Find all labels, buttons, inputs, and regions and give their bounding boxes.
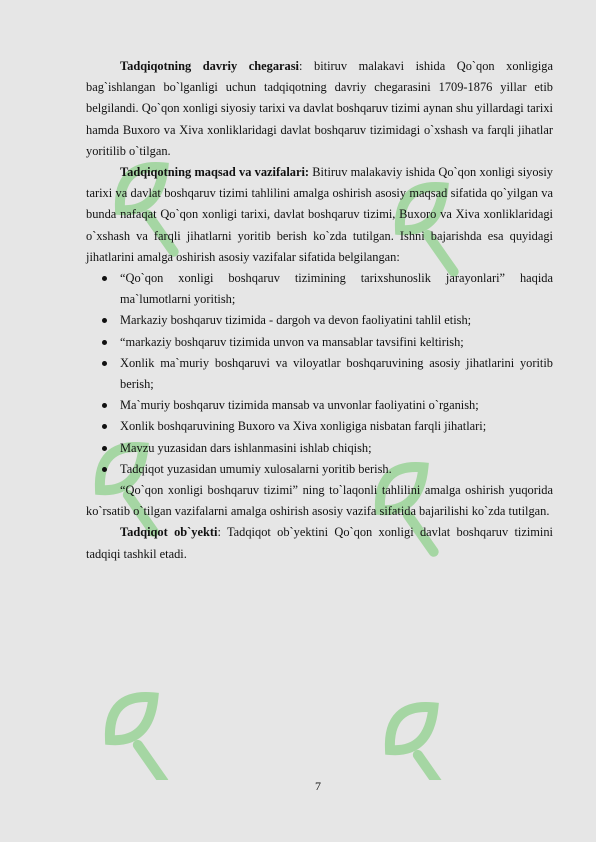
list-item: “Qo`qon xonligi boshqaruv tizimining tarixshunoslik jarayonlari” haqida ma`lumotlarni yoritish;: [86, 268, 553, 310]
paragraph-time-frame: [86, 56, 553, 162]
list-item: Markaziy boshqaruv tizimida - dargoh va devon faoliyatini tahlil etish;: [86, 310, 553, 331]
paragraph-goals: [86, 162, 553, 268]
list-item: Xonlik boshqaruvining Buxoro va Xiva xonligiga nisbatan farqli jihatlari;: [86, 416, 553, 437]
list-item: Mavzu yuzasidan dars ishlanmasini ishlab chiqish;: [86, 438, 553, 459]
text-analysis: “Qo`qon xonligi boshqaruv tizimi” ning to`laqonli tahlilini amalga oshirish yuqorida ko`rsatib o`tilgan vazifalarni amalga oshirish asosiy vazifa sifatida bajarilishi ko`zda tutilgan.: [86, 483, 553, 519]
bullet-icon: [102, 276, 107, 281]
bullet-icon: [102, 446, 107, 451]
bullet-icon: [102, 403, 107, 408]
heading-time-frame: Tadqiqotning davriy chegarasi: [120, 59, 299, 73]
bullet-icon: [102, 361, 107, 366]
bullet-icon: [102, 467, 107, 472]
bullet-icon: [102, 318, 107, 323]
list-item: Xonlik ma`muriy boshqaruvi va viloyatlar boshqaruvining asosiy jihatlarini yoritib berish;: [86, 353, 553, 395]
paragraph-object: [86, 522, 553, 564]
list-item: “markaziy boshqaruv tizimida unvon va mansablar tavsifini keltirish;: [86, 332, 553, 353]
bullet-icon: [102, 424, 107, 429]
heading-goals: Tadqiqotning maqsad va vazifalari:: [120, 165, 310, 180]
page-number: 7: [315, 779, 321, 793]
text-time-frame: : bitiruv malakavi ishida Qo`qon xonligiga bag`ishlangan bo`lganligi uchun tadqiqotning davriy chegarasini 1709-1876 yillar etib belgilandi. Qo`qon xonligi siyosiy tarixi va davlat boshqaruv tizimi aynan shu yillardagi tarixi hamda Buxoro va Xiva xonliklaridagi davlat boshqaruv tizimidagi o`xshash va farqli jihatlar yoritilib o`tilgan.: [86, 59, 553, 158]
text-object: : Tadqiqot ob`yektini Qo`qon xonligi davlat boshqaruv tizimini tadqiqi tashkil etadi.: [86, 525, 553, 561]
list-item: Tadqiqot yuzasidan umumiy xulosalarni yoritib berish.: [86, 459, 553, 480]
page-content: [86, 56, 553, 565]
tasks-list: [86, 268, 553, 480]
text-goals: Bitiruv malakaviy ishida Qo`qon xonligi siyosiy tarixi va davlat boshqaruv tizimi tahlilini amalga oshirish asosiy maqsad sifatida qo`yilgan va bunda nafaqat Qo`qon xonligi tarixi, davlat boshqaruv tizimi, Buxoro va Xiva xonliklaridagi o`xshash va farqli jihatlarni yoritib berish ko`zda tutilgan. Ishni bajarishda esa quyidagi jihatlarini amalga oshirish asosiy vazifalar sifatida belgilangan:: [86, 165, 553, 264]
heading-object: Tadqiqot ob`yekti: [120, 525, 218, 540]
list-item: Ma`muriy boshqaruv tizimida mansab va unvonlar faoliyatini o`rganish;: [86, 395, 553, 416]
paragraph-analysis: [86, 480, 553, 522]
bullet-icon: [102, 340, 107, 345]
